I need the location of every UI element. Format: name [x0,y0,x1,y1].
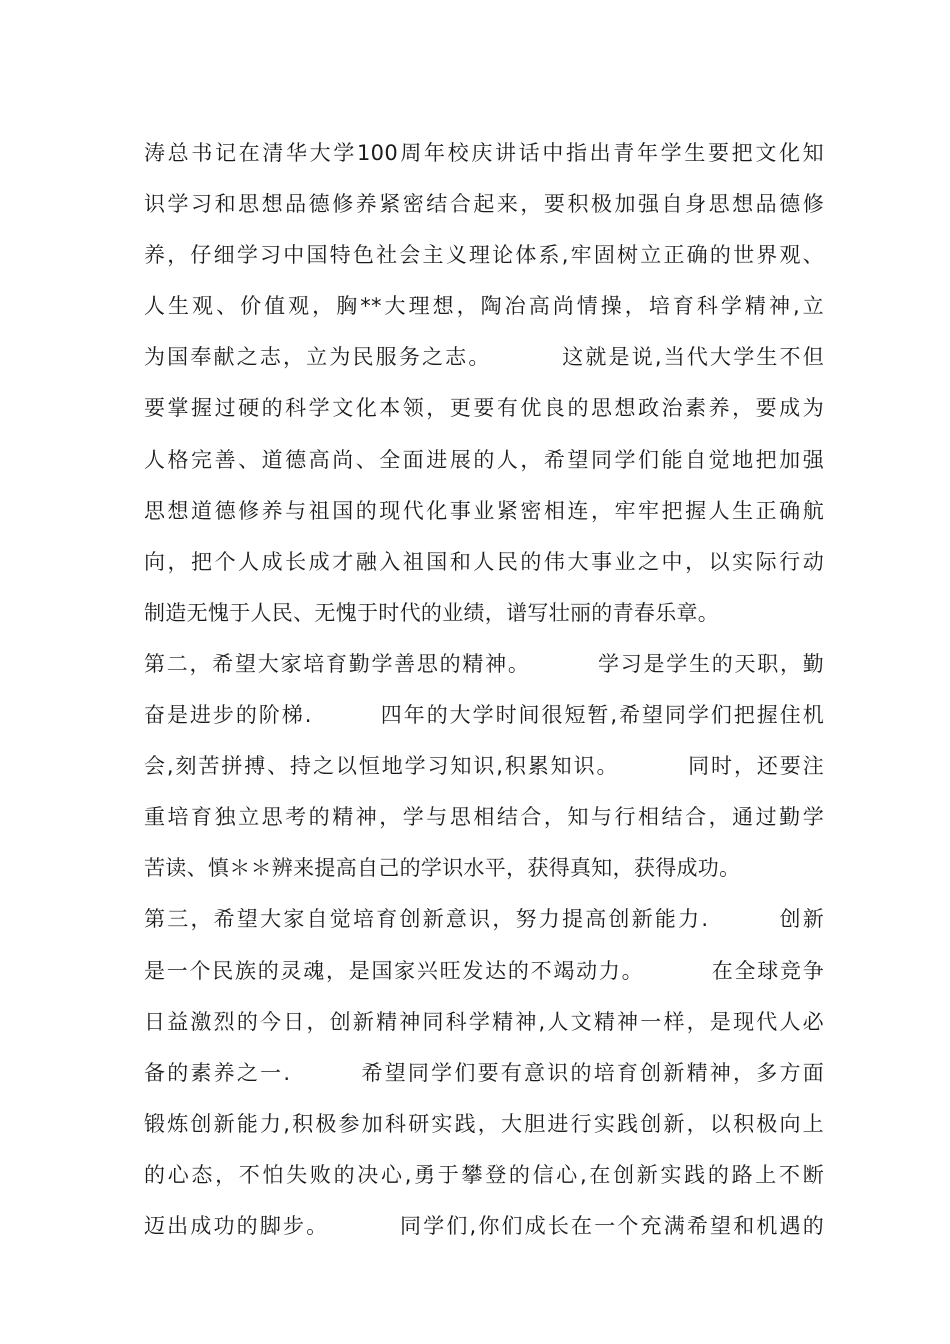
text-line: 制造无愧于人民、无愧于时代的业绩，谱写壮丽的青春乐章。 [144,600,720,625]
text-line: 备的素养之一. 希望同学们要有意识的培育创新精神，多方面 [144,1060,824,1085]
text-line: 要掌握过硬的科学文化本领，更要有优良的思想政治素养，要成为 [144,396,824,421]
text-line: 锻炼创新能力,积极参加科研实践，大胆进行实践创新，以积极向上 [144,1111,824,1136]
text-line: 向，把个人成长成才融入祖国和人民的伟大事业之中，以实际行动 [144,549,824,574]
text-line: 是一个民族的灵魂，是国家兴旺发达的不竭动力。 在全球竞争 [144,958,824,983]
text-line: 养，仔细学习中国特色社会主义理论体系,牢固树立正确的世界观、 [144,243,824,268]
text-line: 奋是进步的阶梯. 四年的大学时间很短暂,希望同学们把握住机 [144,703,824,728]
body-text [144,128,824,1252]
text-line: 为国奉献之志，立为民服务之志。 这就是说,当代大学生不但 [144,345,824,370]
text-line: 人格完善、道德高尚、全面进展的人，希望同学们能自觉地把加强 [144,447,824,472]
text-line: 会,刻苦拼搏、持之以恒地学习知识,积累知识。 同时，还要注 [144,754,824,779]
text-line: 人生观、价值观，胸**大理想，陶冶高尚情操，培育科学精神,立 [144,294,824,319]
text-line: 思想道德修养与祖国的现代化事业紧密相连，牢牢把握人生正确航 [144,498,824,523]
text-line: 涛总书记在清华大学100周年校庆讲话中指出青年学生要把文化知 [144,141,824,165]
text-line: 第二，希望大家培育勤学善思的精神。 学习是学生的天职，勤 [144,651,824,676]
text-line: 识学习和思想品德修养紧密结合起来，要积极加强自身思想品德修 [144,192,824,217]
text-line: 日益激烈的今日，创新精神同科学精神,人文精神一样，是现代人必 [144,1009,824,1034]
text-line: 苦读、慎＊＊辨来提高自己的学识水平，获得真知，获得成功。 [144,856,741,881]
text-line: 迈出成功的脚步。 同学们,你们成长在一个充满希望和机遇的 [144,1213,824,1238]
text-line: 重培育独立思考的精神，学与思相结合，知与行相结合，通过勤学 [144,805,824,830]
text-line: 的心态，不怕失败的决心,勇于攀登的信心,在创新实践的路上不断 [144,1162,824,1187]
text-line: 第三，希望大家自觉培育创新意识，努力提高创新能力. 创新 [144,907,824,932]
